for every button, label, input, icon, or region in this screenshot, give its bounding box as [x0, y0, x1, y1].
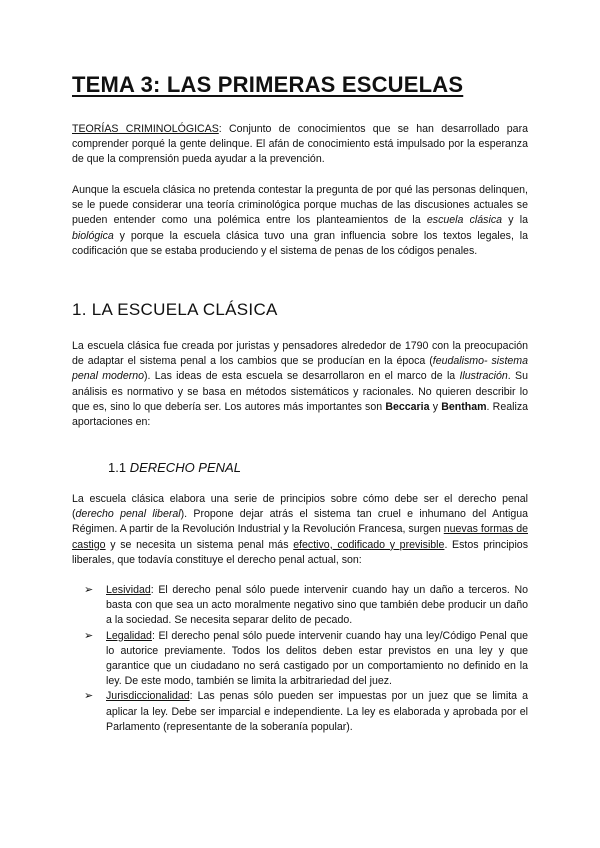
subsection-title: DERECHO PENAL: [129, 460, 241, 475]
paragraph-2: [72, 183, 528, 259]
ss-text-3: y se necesita un sistema penal más: [105, 538, 294, 551]
s1-italic-2: Ilustración: [459, 370, 508, 383]
bullet-term: Jurisdiccionalidad: [106, 690, 190, 703]
subsection-heading: [108, 460, 241, 475]
s1-text-5: . Realiza aportaciones en:: [72, 400, 529, 429]
intro-paragraph: [72, 122, 528, 168]
s1-bold-2: Bentham: [441, 400, 487, 413]
para2-italic-2: biológica: [72, 229, 114, 242]
bullet-term: Lesividad: [106, 584, 151, 596]
bullet-term: Legalidad: [106, 629, 152, 642]
section1-paragraph: [72, 339, 528, 430]
subsection-number: 1.1: [108, 460, 130, 475]
list-item: [84, 629, 528, 690]
para2-text-3: y porque la escuela clásica tuvo una gran influencia sobre los textos legales, la codificación que se estaba produciendo y el sistema de penas de los códigos penales.: [72, 229, 528, 257]
ss-italic-1: derecho penal liberal: [75, 508, 181, 521]
intro-term: TEORÍAS CRIMINOLÓGICAS: [72, 123, 219, 135]
section-heading: 1. LA ESCUELA CLÁSICA: [72, 300, 278, 319]
s1-text-1: La escuela clásica fue creada por juristas y pensadores alrededor de 1790 con la preocupación de adaptar el sistema penal a los cambios que se producían en la época (: [72, 340, 528, 368]
para2-text-1: Aunque la escuela clásica no pretenda contestar la pregunta de por qué las personas delinquen, se le puede considerar una teoría criminológica porque muchas de las discusiones actuales se pueden entender como una polémica entre los planteamientos de la: [72, 184, 528, 227]
arrow-bullet-icon: ➢: [84, 584, 94, 596]
s1-text-2: ). Las ideas de esta escuela se desarrollaron en el marco de la: [144, 370, 460, 383]
arrow-bullet-icon: ➢: [84, 629, 94, 642]
ss-text-2: ). Propone dejar atrás el sistema tan cruel e inhumano del Antigua Régimen. A partir de la Revolución Industrial y la Revolución Francesa, surgen: [72, 508, 529, 536]
s1-bold-1: Beccaria: [385, 400, 430, 413]
bullet-text: : Las penas sólo pueden ser impuestas por un juez que se limita a aplicar la ley. Debe ser imparcial e independiente. La ley es elaborada y aprobada por el Parlamento (representante de la soberanía popular).: [106, 690, 528, 733]
ss-underline-2: efectivo, codificado y previsible: [293, 538, 445, 551]
principles-list: [84, 583, 528, 735]
list-item: [84, 689, 528, 735]
s1-text-4: y: [429, 400, 442, 413]
s1-text-3: . Su análisis es normativo y se basa en métodos sistemáticos y racionales. No quieren describir lo que es, sino lo que debería ser. Los autores más importantes son: [72, 370, 528, 413]
bullet-text: : El derecho penal sólo puede intervenir cuando hay una ley/Código Penal que lo autorice previamente. Todos los delitos deben estar previstos en una ley y que garantice que un ciudadano no será castigado por un comportamiento no definido en la ley. De este modo, también se limita la arbitrariedad del juez.: [106, 629, 528, 688]
ss-text-1: La escuela clásica elabora una serie de principios sobre cómo debe ser el derecho penal (: [72, 493, 528, 521]
ss-underline-1: nuevas formas de castigo: [72, 523, 528, 551]
list-item: [84, 583, 528, 629]
subsection-paragraph: [72, 492, 528, 568]
para2-text-2: y la: [502, 214, 528, 227]
page-title: TEMA 3: LAS PRIMERAS ESCUELAS: [72, 72, 464, 97]
bullet-text: : El derecho penal sólo puede intervenir cuando hay un daño a terceros. No basta con que sea un acto moralmente negativo sino que también debe producir un daño a la sociedad. Se necesita separar delito de pecado.: [106, 584, 528, 627]
para2-italic-1: escuela clásica: [426, 214, 503, 227]
ss-text-4: . Estos principios liberales, que todavía constituye el derecho penal actual, son:: [72, 538, 528, 566]
arrow-bullet-icon: ➢: [84, 690, 94, 703]
intro-text: : Conjunto de conocimientos que se han desarrollado para comprender porqué la gente delinque. El afán de conocimiento está impulsado por la esperanza de que la comprensión pueda ayudar a la prevención.: [72, 123, 528, 166]
s1-italic-1: feudalismo- sistema penal moderno: [72, 355, 528, 383]
